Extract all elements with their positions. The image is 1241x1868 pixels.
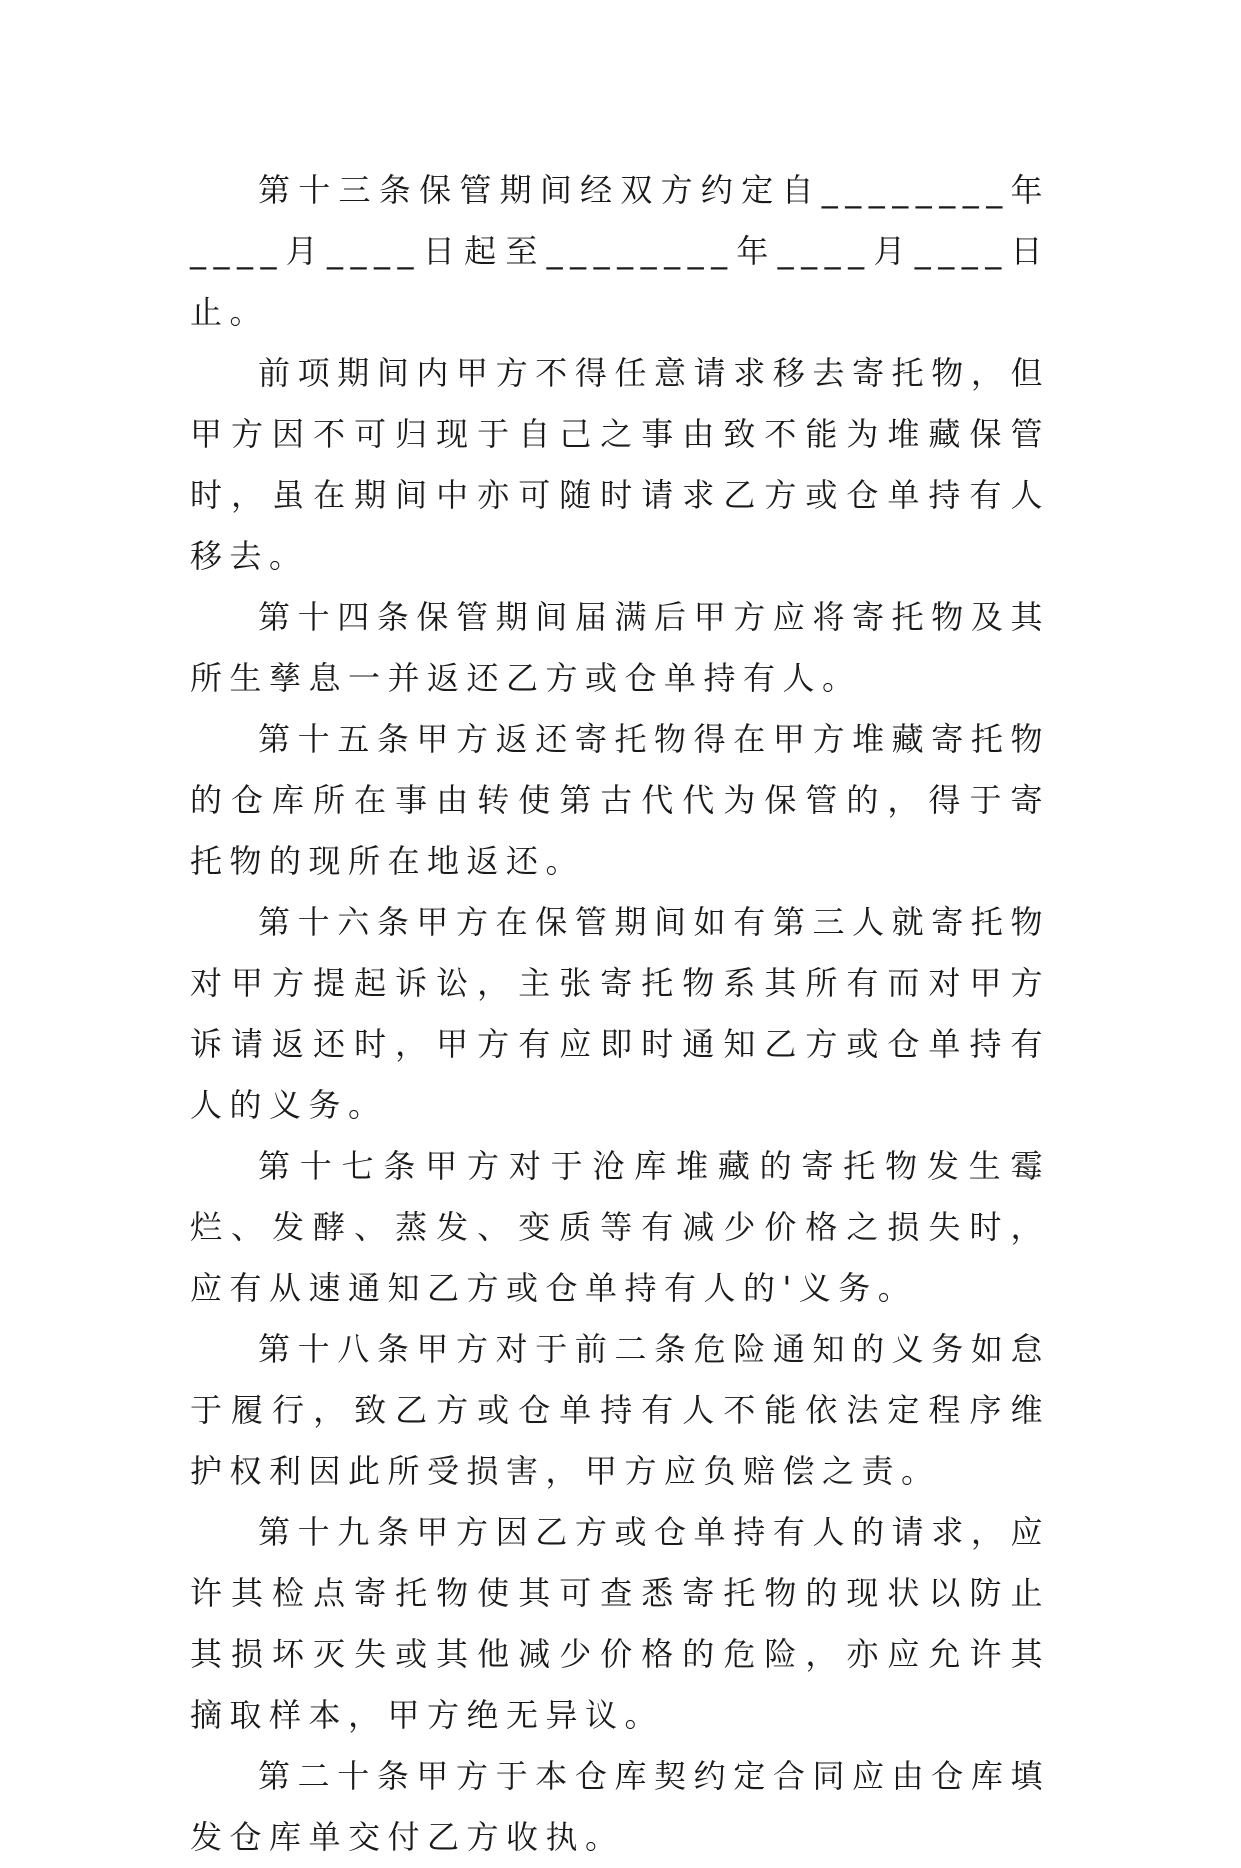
paragraph-article-15: 第十五条甲方返还寄托物得在甲方堆藏寄托物的仓库所在事由转使第古代代为保管的，得于寄托物的现所在地返还。 bbox=[190, 720, 1050, 880]
paragraph-article-13-clause: 前项期间内甲方不得任意请求移去寄托物，但甲方因不可归现于自己之事由致不能为堆藏保管时，虽在期间中亦可随时请求乙方或仓单持有人移去。 bbox=[190, 354, 1050, 575]
paragraph-article-19: 第十九条甲方因乙方或仓单持有人的请求，应许其检点寄托物使其可查悉寄托物的现状以防止其损坏灭失或其他减少价格的危险，亦应允许其摘取样本，甲方绝无异议。 bbox=[190, 1513, 1050, 1734]
paragraph-article-16: 第十六条甲方在保管期间如有第三人就寄托物对甲方提起诉讼，主张寄托物系其所有而对甲方诉请返还时，甲方有应即时通知乙方或仓单持有人的义务。 bbox=[190, 903, 1050, 1124]
paragraph-article-20: 第二十条甲方于本仓库契约定合同应由仓库填发仓库单交付乙方收执。 bbox=[190, 1757, 1050, 1856]
document-page bbox=[190, 160, 1050, 1868]
paragraph-article-17: 第十七条甲方对于沧库堆藏的寄托物发生霉烂、发酵、蒸发、变质等有减少价格之损失时，应有从速通知乙方或仓单持有人的'义务。 bbox=[190, 1147, 1050, 1307]
paragraph-article-18: 第十八条甲方对于前二条危险通知的义务如怠于履行，致乙方或仓单持有人不能依法定程序维护权利因此所受损害，甲方应负赔偿之责。 bbox=[190, 1330, 1050, 1490]
paragraph-article-13: 第十三条保管期间经双方约定自________年____月____日起至________年____月____日止。 bbox=[190, 171, 1050, 331]
paragraph-article-14: 第十四条保管期间届满后甲方应将寄托物及其所生孳息一并返还乙方或仓单持有人。 bbox=[190, 598, 1050, 697]
